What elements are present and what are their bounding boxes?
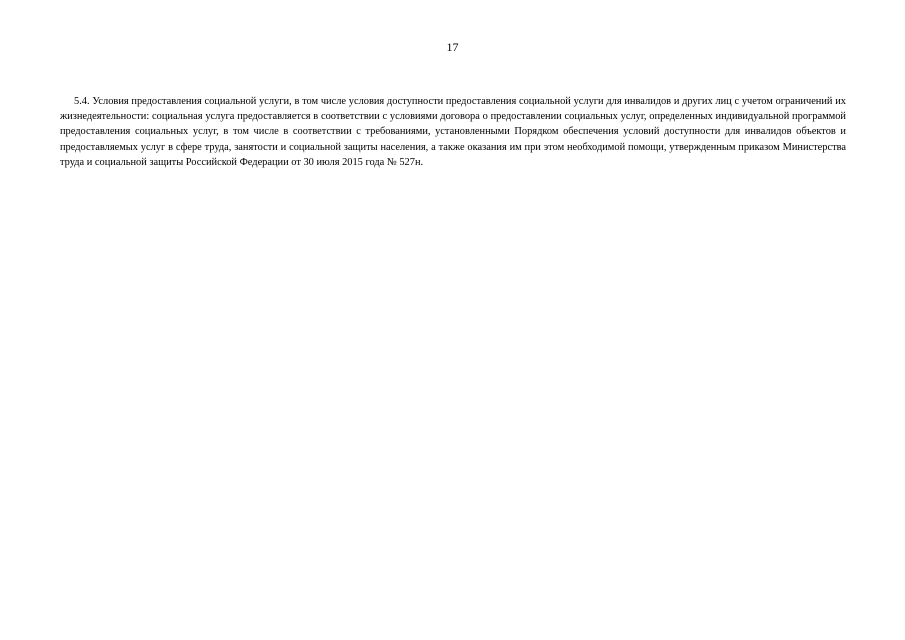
body-paragraph: 5.4. Условия предоставления социальной услуги, в том числе условия доступности предоставления социальной услуги для инвалидов и других лиц с учетом ограничений их жизнедеятельности: социальная услуга предоставляется в соответствии с условиями договора о предоставлении социальных услуг, определенных индивидуальной программой предоставления социальных услуг, в том числе в соответствии с требованиями, установленными Порядком обеспечения условий доступности для инвалидов объектов и предоставляемых услуг в сфере труда, занятости и социальной защиты населения, а также оказания им при этом необходимой помощи, утвержденным приказом Министерства труда и социальной защиты Российской Федерации от 30 июля 2015 года № 527н. — [60, 96, 846, 168]
page-number: 17 — [446, 40, 459, 54]
